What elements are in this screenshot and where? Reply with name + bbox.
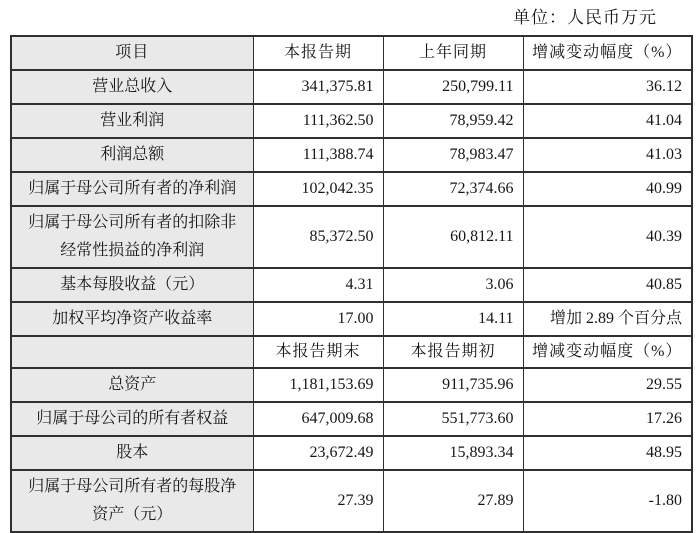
current-value-cell: 23,672.49 — [253, 436, 383, 470]
change-value-cell: 36.12 — [523, 70, 692, 104]
table-row-total-profit — [11, 138, 692, 172]
current-value-cell: 17.00 — [253, 302, 383, 336]
table-row-basic-eps — [11, 268, 692, 302]
table-row-operating-profit — [11, 104, 692, 138]
current-value-cell: 111,362.50 — [253, 104, 383, 138]
prior-value-cell: 911,735.96 — [383, 368, 523, 402]
change-value-cell: 40.99 — [523, 172, 692, 206]
prior-value-cell: 250,799.11 — [383, 70, 523, 104]
prior-value-cell: 551,773.60 — [383, 402, 523, 436]
unit-label: 单位：人民币万元 — [513, 8, 657, 27]
row-label-cell: 股本 — [11, 436, 253, 470]
header-change-pct: 增减变动幅度（%） — [523, 336, 692, 368]
change-value-cell: 40.85 — [523, 268, 692, 302]
current-value-cell: 111,388.74 — [253, 138, 383, 172]
current-value-cell: 102,042.35 — [253, 172, 383, 206]
row-label-cell: 归属于母公司所有者的扣除非经常性损益的净利润 — [11, 206, 253, 268]
table-row-total-revenue — [11, 70, 692, 104]
table-row-total-assets — [11, 368, 692, 402]
change-value-cell: 41.03 — [523, 138, 692, 172]
current-value-cell: 341,375.81 — [253, 70, 383, 104]
change-value-cell: 40.39 — [523, 206, 692, 268]
prior-value-cell: 60,812.11 — [383, 206, 523, 268]
row-label-cell: 利润总额 — [11, 138, 253, 172]
row-label-cell: 总资产 — [11, 368, 253, 402]
row-label-cell: 营业总收入 — [11, 70, 253, 104]
table-row-share-capital — [11, 436, 692, 470]
financial-highlights-table — [10, 35, 693, 533]
row-label-cell: 基本每股收益（元） — [11, 268, 253, 302]
header-period-end: 本报告期末 — [253, 336, 383, 368]
current-value-cell: 4.31 — [253, 268, 383, 302]
header-period-begin: 本报告期初 — [383, 336, 523, 368]
change-value-cell: 29.55 — [523, 368, 692, 402]
prior-value-cell: 15,893.34 — [383, 436, 523, 470]
table-row-net-profit-excl-nonrecurring — [11, 206, 692, 268]
current-value-cell: 27.39 — [253, 470, 383, 532]
current-value-cell: 85,372.50 — [253, 206, 383, 268]
prior-value-cell: 72,374.66 — [383, 172, 523, 206]
table-header-row-income — [11, 36, 692, 70]
table-row-net-profit-parent — [11, 172, 692, 206]
header-prior-period: 上年同期 — [383, 36, 523, 70]
row-label-cell: 归属于母公司的所有者权益 — [11, 402, 253, 436]
current-value-cell: 647,009.68 — [253, 402, 383, 436]
change-value-cell: 41.04 — [523, 104, 692, 138]
prior-value-cell: 3.06 — [383, 268, 523, 302]
table-row-net-assets-per-share — [11, 470, 692, 532]
row-label-cell: 加权平均净资产收益率 — [11, 302, 253, 336]
table-row-weighted-roe — [11, 302, 692, 336]
prior-value-cell: 78,983.47 — [383, 138, 523, 172]
change-value-cell: 17.26 — [523, 402, 692, 436]
row-label-cell: 营业利润 — [11, 104, 253, 138]
change-value-cell: 48.95 — [523, 436, 692, 470]
change-value-cell: 增加 2.89 个百分点 — [523, 302, 692, 336]
header-change-pct: 增减变动幅度（%） — [523, 36, 692, 70]
row-label-cell: 归属于母公司所有者的净利润 — [11, 172, 253, 206]
header-current-period: 本报告期 — [253, 36, 383, 70]
change-value-cell: -1.80 — [523, 470, 692, 532]
table-row-equity-parent — [11, 402, 692, 436]
row-label-cell: 归属于母公司所有者的每股净资产（元） — [11, 470, 253, 532]
prior-value-cell: 27.89 — [383, 470, 523, 532]
current-value-cell: 1,181,153.69 — [253, 368, 383, 402]
prior-value-cell: 78,959.42 — [383, 104, 523, 138]
prior-value-cell: 14.11 — [383, 302, 523, 336]
header-item: 项目 — [11, 36, 253, 70]
header-item-blank — [11, 336, 253, 368]
table-header-row-balance — [11, 336, 692, 368]
